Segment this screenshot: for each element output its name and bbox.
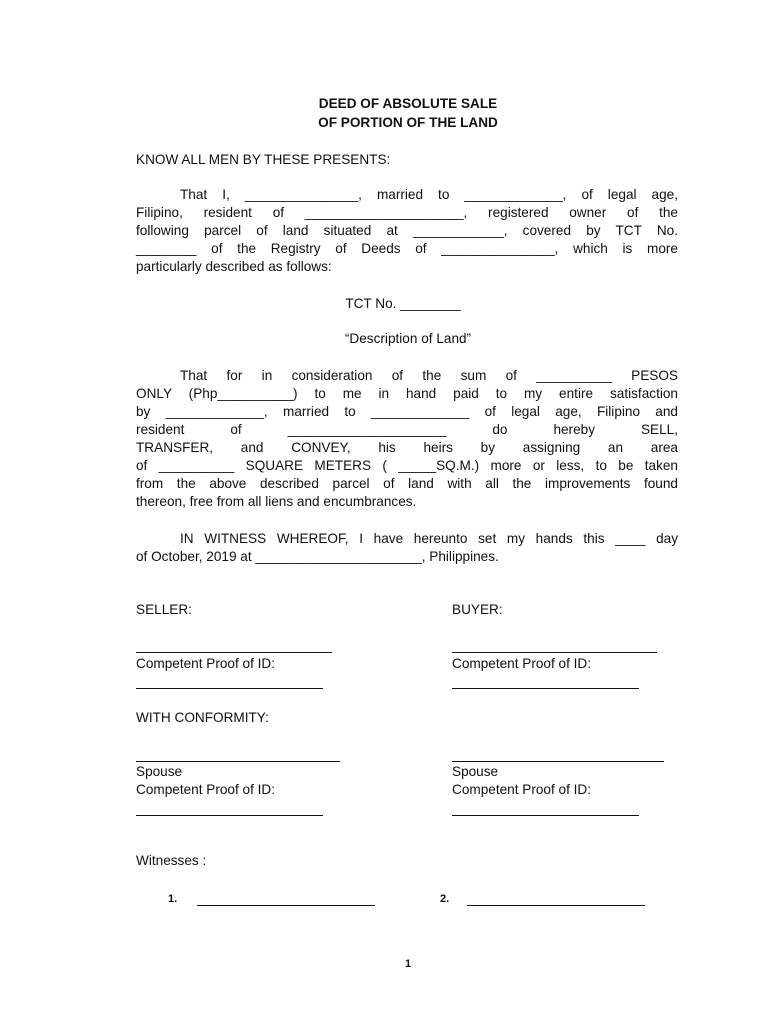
- para1-line: That I, _______________, married to _____________, of legal age,: [180, 187, 678, 202]
- intro-heading: KNOW ALL MEN BY THESE PRESENTS:: [136, 152, 391, 167]
- para3-line: IN WITNESS WHEREOF, I have hereunto set my hands this ____ day: [180, 531, 678, 546]
- para2-line: TRANSFER, and CONVEY, his heirs by assigning an area: [136, 440, 678, 455]
- buyer-spouse-proof-label: Competent Proof of ID:: [452, 782, 592, 797]
- para1-line: particularly described as follows:: [136, 259, 332, 274]
- para2-line: from the above described parcel of land with all the improvements found: [136, 476, 678, 491]
- tct-number: TCT No. ________: [345, 296, 461, 311]
- witness-2-signature-line: [467, 905, 645, 906]
- buyer-proof-label: Competent Proof of ID:: [452, 656, 592, 671]
- witness-1-signature-line: [197, 905, 375, 906]
- witness-1-number: 1.: [168, 893, 178, 905]
- seller-spouse-proof-label: Competent Proof of ID:: [136, 782, 276, 797]
- para3-line: of October, 2019 at ______________________, Philippines.: [136, 549, 499, 564]
- para1-line: following parcel of land situated at ____________, covered by TCT No.: [136, 223, 678, 238]
- document-title-line-1: DEED OF ABSOLUTE SALE: [318, 96, 498, 111]
- buyer-signature-line: [452, 652, 657, 653]
- para2-line: resident of _____________________ do hereby SELL,: [136, 422, 678, 437]
- buyer-label: BUYER:: [452, 602, 503, 617]
- para2-line: ONLY (Php__________) to me in hand paid to my entire satisfaction: [136, 386, 678, 401]
- buyer-spouse-signature-line: [452, 761, 664, 762]
- para1-line: ________ of the Registry of Deeds of _______________, which is more: [136, 241, 678, 256]
- buyer-spouse-label: Spouse: [452, 764, 499, 779]
- para2-line: by _____________, married to _____________ of legal age, Filipino and: [136, 404, 678, 419]
- para2-line: of __________ SQUARE METERS ( _____SQ.M.) more or less, to be taken: [136, 458, 678, 473]
- conformity-label: WITH CONFORMITY:: [136, 710, 269, 725]
- seller-spouse-signature-line: [136, 761, 340, 762]
- para2-line: thereon, free from all liens and encumbrances.: [136, 494, 417, 509]
- para2-line: That for in consideration of the sum of __________ PESOS: [180, 368, 678, 383]
- description-of-land: “Description of Land”: [344, 331, 472, 346]
- buyer-spouse-proof-line: [452, 815, 639, 816]
- seller-spouse-label: Spouse: [136, 764, 183, 779]
- buyer-proof-line: [452, 688, 639, 689]
- seller-proof-line: [136, 688, 323, 689]
- witnesses-label: Witnesses :: [136, 853, 207, 868]
- para1-line: Filipino, resident of _____________________, registered owner of the: [136, 205, 678, 220]
- seller-signature-line: [136, 652, 332, 653]
- seller-spouse-proof-line: [136, 815, 323, 816]
- document-title-line-2: OF PORTION OF THE LAND: [318, 115, 498, 130]
- witness-2-number: 2.: [440, 893, 450, 905]
- page-number: 1: [404, 958, 412, 970]
- seller-label: SELLER:: [136, 602, 192, 617]
- seller-proof-label: Competent Proof of ID:: [136, 656, 276, 671]
